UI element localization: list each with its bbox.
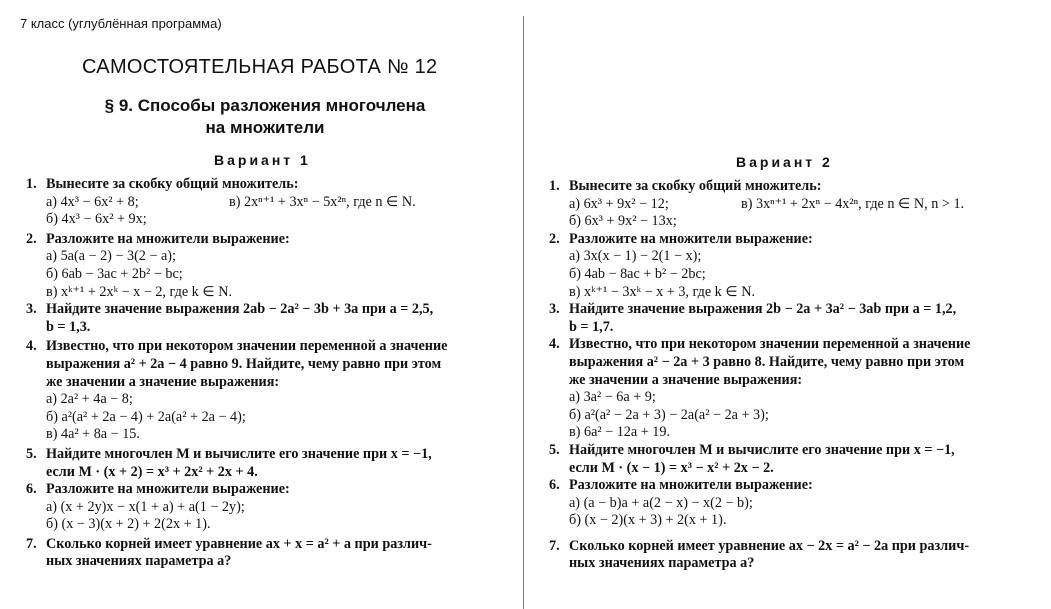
task-item-a: а) 3x(x − 1) − 2(1 − x); — [569, 248, 702, 265]
task-question: Известно, что при некотором значении переменной a значение — [46, 338, 448, 355]
task-question-cont: выражения a² − 2a + 3 равно 8. Найдите, чему равно при этом — [569, 353, 965, 370]
task-2 — [22, 231, 517, 301]
task-question-cont: если M · (x + 2) = x³ + 2x² + 2x + 4. — [46, 463, 258, 480]
task-question-cont: же значении a значение выражения: — [569, 371, 803, 388]
task-3 — [545, 301, 1045, 336]
task-item-a: а) 6x³ + 9x² − 12; — [569, 195, 669, 212]
task-question: Найдите значение выражения 2b − 2a + 3a² − 3ab при a = 1,2, — [569, 301, 957, 318]
task-question-cont: выражения a² + 2a − 4 равно 9. Найдите, чему равно при этом — [46, 355, 442, 372]
variant-2-tasks — [545, 178, 1045, 573]
task-number: 2. — [549, 230, 560, 247]
task-3 — [22, 301, 517, 336]
task-1 — [545, 178, 1045, 231]
task-number: 6. — [549, 477, 560, 494]
task-number: 7. — [26, 535, 37, 552]
task-question: Вынесите за скобку общий множитель: — [46, 176, 299, 192]
task-6 — [22, 481, 517, 534]
variant-1-tasks — [22, 176, 517, 571]
page-divider — [523, 16, 524, 609]
task-item-b: б) a²(a² − 2a + 3) − 2a(a² − 2a + 3); — [569, 406, 769, 423]
task-number: 1. — [549, 178, 560, 194]
task-item-b: б) 4x³ − 6x² + 9x; — [46, 211, 147, 228]
task-question: Сколько корней имеет уравнение ax − 2x = a² − 2a при различ- — [569, 537, 970, 554]
task-1 — [22, 176, 517, 229]
task-number: 4. — [549, 336, 560, 353]
task-item-a: а) 3a² − 6a + 9; — [569, 389, 656, 406]
task-number: 3. — [549, 301, 560, 318]
section-title-line1: § 9. Способы разложения многочлена — [104, 96, 426, 115]
task-item-b: б) (x − 2)(x + 3) + 2(x + 1). — [569, 512, 727, 529]
task-item-b: б) 4ab − 8ac + b² − 2bc; — [569, 265, 706, 282]
task-question-cont: если M · (x − 1) = x³ − x² + 2x − 2. — [569, 459, 774, 476]
variant-1-title: Вариант 1 — [214, 152, 311, 168]
task-item-c: в) 6a² − 12a + 19. — [569, 424, 671, 441]
task-number: 1. — [26, 176, 37, 192]
task-number: 6. — [26, 481, 37, 498]
task-item-c: в) xᵏ⁺¹ − 3xᵏ − x + 3, где k ∈ N. — [569, 283, 756, 300]
task-5 — [545, 442, 1045, 477]
task-question-cont: ных значениях параметра a? — [569, 555, 755, 572]
task-number: 7. — [549, 537, 560, 554]
task-question: Сколько корней имеет уравнение ax + x = a² + a при различ- — [46, 535, 432, 552]
task-item-c: в) 4a² + 8a − 15. — [46, 426, 140, 443]
task-question: Известно, что при некотором значении переменной a значение — [569, 336, 971, 353]
task-2 — [545, 231, 1045, 301]
task-number: 3. — [26, 301, 37, 318]
task-question: Найдите значение выражения 2ab − 2a² − 3b + 3a при a = 2,5, — [46, 301, 434, 318]
task-7 — [545, 538, 1045, 573]
task-number: 5. — [26, 445, 37, 462]
work-title: САМОСТОЯТЕЛЬНАЯ РАБОТА № 12 — [82, 56, 438, 78]
task-4 — [22, 338, 517, 444]
task-item-c: в) xᵏ⁺¹ + 2xᵏ − x − 2, где k ∈ N. — [46, 283, 233, 300]
task-item-a: а) 4x³ − 6x² + 8; — [46, 193, 139, 210]
task-item-b: б) (x − 3)(x + 2) + 2(2x + 1). — [46, 516, 211, 533]
task-question: Разложите на множители выражение: — [46, 481, 290, 498]
task-item-c: в) 2xⁿ⁺¹ + 3xⁿ − 5x²ⁿ, где n ∈ N. — [229, 193, 416, 210]
task-question-cont: ных значениях параметра a? — [46, 553, 232, 570]
grade-note: 7 класс (углублённая программа) — [20, 16, 222, 31]
task-item-a: а) (a − b)a + a(2 − x) − x(2 − b); — [569, 494, 753, 511]
task-4 — [545, 336, 1045, 442]
task-item-a: а) 2a² + 4a − 8; — [46, 391, 133, 408]
task-number: 2. — [26, 230, 37, 247]
task-item-b: б) 6x³ + 9x² − 13x; — [569, 213, 677, 230]
task-question: Разложите на множители выражение: — [569, 477, 813, 494]
task-item-c: в) 3xⁿ⁺¹ + 2xⁿ − 4x²ⁿ, где n ∈ N, n > 1. — [741, 195, 965, 212]
task-question: Вынесите за скобку общий множитель: — [569, 178, 822, 194]
task-question: Разложите на множители выражение: — [569, 230, 813, 247]
variant-2-title: Вариант 2 — [736, 154, 833, 170]
task-7 — [22, 536, 517, 571]
task-item-b: б) a²(a² + 2a − 4) + 2a(a² + 2a − 4); — [46, 408, 246, 425]
task-item-b: б) 6ab − 3ac + 2b² − bc; — [46, 265, 183, 282]
task-number: 5. — [549, 441, 560, 458]
task-question-cont: b = 1,3. — [46, 318, 91, 335]
task-question-cont: b = 1,7. — [569, 318, 614, 335]
section-title-line2: на множители — [205, 118, 325, 137]
task-number: 4. — [26, 338, 37, 355]
task-question: Разложите на множители выражение: — [46, 230, 290, 247]
task-item-a: а) (x + 2y)x − x(1 + a) + a(1 − 2y); — [46, 498, 245, 515]
task-6 — [545, 477, 1045, 530]
task-item-a: а) 5a(a − 2) − 3(2 − a); — [46, 248, 176, 265]
task-question: Найдите многочлен M и вычислите его значение при x = −1, — [569, 441, 955, 458]
task-question: Найдите многочлен M и вычислите его значение при x = −1, — [46, 445, 432, 462]
section-title — [80, 95, 450, 139]
task-question-cont: же значении a значение выражения: — [46, 373, 280, 390]
task-5 — [22, 446, 517, 481]
